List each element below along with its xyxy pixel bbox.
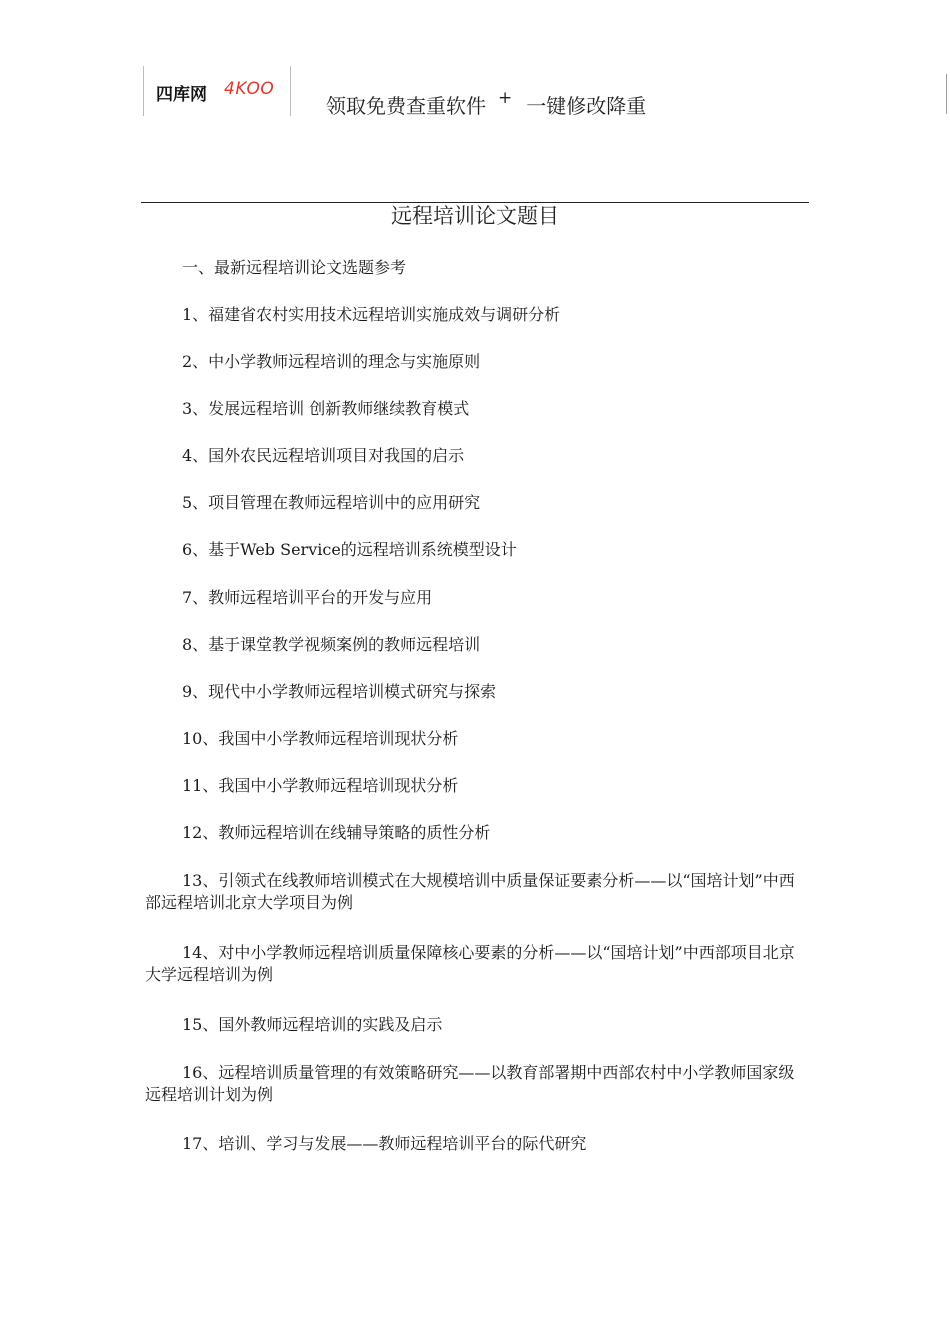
list-item: 5、项目管理在教师远程培训中的应用研究 [182,493,481,512]
list-item: 7、教师远程培训平台的开发与应用 [182,588,433,607]
list-item: 3、发展远程培训 创新教师继续教育模式 [182,399,470,418]
list-item: 15、国外教师远程培训的实践及启示 [182,1015,443,1034]
document-title: 远程培训论文题目 [391,204,559,228]
promo-right-text: 一键修改降重 [526,94,647,118]
list-item: 12、教师远程培训在线辅导策略的质性分析 [182,823,491,842]
list-item: 16、远程培训质量管理的有效策略研究——以教育部署期中西部农村中小学教师国家级远程培训计划为例 [145,1063,795,1104]
logo-text-cn: 四库网 [156,85,207,105]
list-item: 14、对中小学教师远程培训质量保障核心要素的分析——以“国培计划”中西部项目北京大学远程培训为例 [145,943,795,984]
logo-text-en: 4KOO [224,79,275,99]
page-edge-divider [946,74,947,114]
list-item: 6、基于Web Service的远程培训系统模型设计 [182,540,517,559]
list-item: 1、福建省农村实用技术远程培训实施成效与调研分析 [182,305,561,324]
list-item: 13、引领式在线教师培训模式在大规模培训中质量保证要素分析——以“国培计划”中西部远程培训北京大学项目为例 [145,871,795,912]
list-item: 17、培训、学习与发展——教师远程培训平台的际代研究 [182,1134,587,1153]
list-item: 9、现代中小学教师远程培训模式研究与探索 [182,682,497,701]
section-heading: 一、最新远程培训论文选题参考 [182,258,407,277]
list-item: 10、我国中小学教师远程培训现状分析 [182,729,459,748]
list-item: 4、国外农民远程培训项目对我国的启示 [182,446,465,465]
promo-left-text: 领取免费查重软件 [326,94,486,118]
plus-icon: + [498,88,513,108]
list-item: 8、基于课堂教学视频案例的教师远程培训 [182,635,481,654]
list-item: 2、中小学教师远程培训的理念与实施原则 [182,352,481,371]
list-item: 11、我国中小学教师远程培训现状分析 [182,776,459,795]
site-logo[interactable] [143,66,291,116]
promo-banner[interactable] [326,90,646,119]
